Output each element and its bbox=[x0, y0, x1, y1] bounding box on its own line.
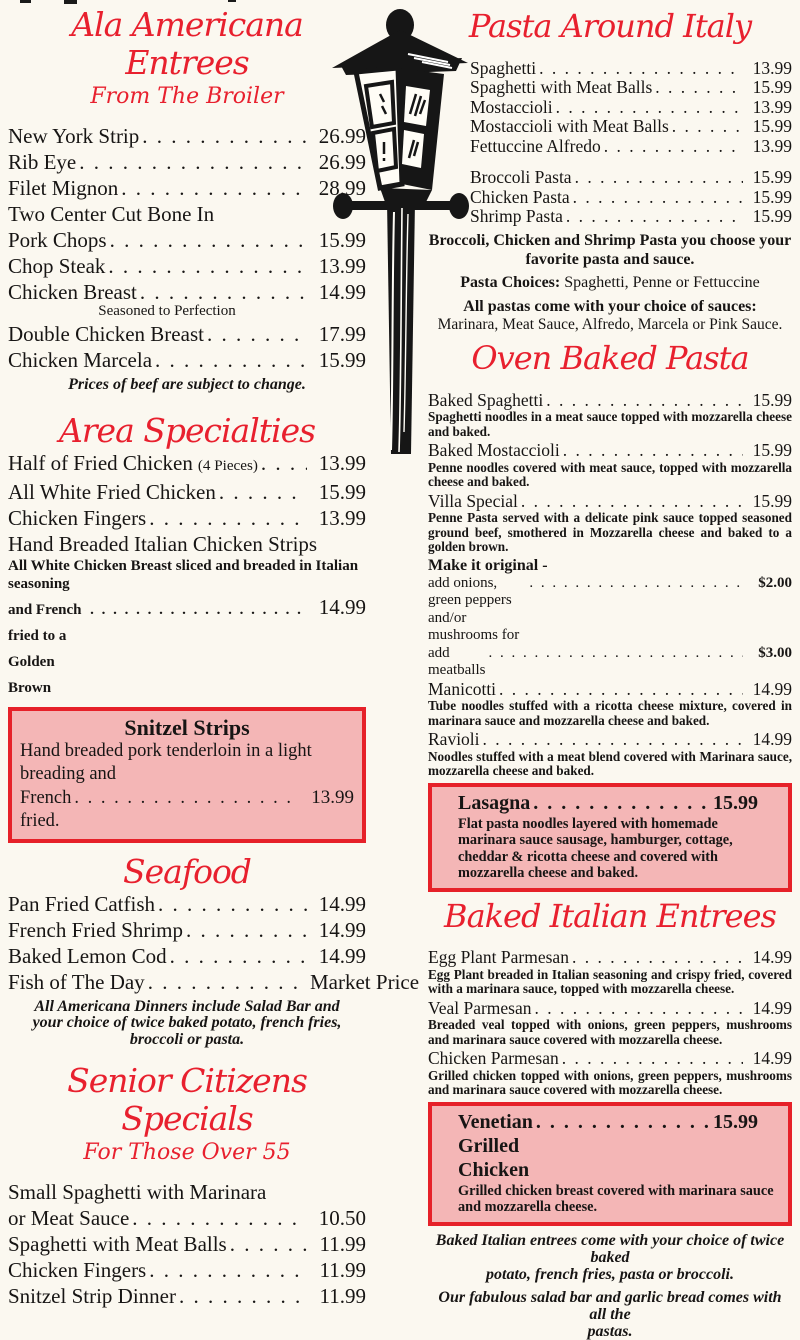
box-text: French fried. bbox=[20, 787, 72, 831]
menu-item bbox=[470, 137, 792, 157]
menu-item bbox=[8, 321, 366, 347]
dot-leader bbox=[572, 948, 743, 968]
item-price: 14.99 bbox=[318, 891, 366, 916]
item-price: 11.99 bbox=[319, 1284, 366, 1309]
menu-item bbox=[470, 59, 792, 79]
item-description: Egg Plant breaded in Italian seasoning and crispy fried, covered with a marinara sauce, topped with mozzarella cheese. bbox=[428, 966, 792, 997]
item-name: Shrimp Pasta bbox=[470, 206, 563, 227]
note-text: Spaghetti, Penne or Fettuccine bbox=[560, 273, 760, 291]
dot-leader bbox=[79, 149, 307, 175]
item-price: 14.99 bbox=[752, 947, 792, 968]
item-name: Spaghetti with Meat Balls bbox=[8, 1232, 227, 1257]
menu-item bbox=[8, 943, 366, 969]
menu-item bbox=[8, 253, 366, 279]
item-price: 14.99 bbox=[752, 997, 792, 1018]
dot-leader bbox=[539, 59, 743, 79]
dot-leader bbox=[521, 492, 743, 512]
dot-leader bbox=[562, 1049, 743, 1069]
highlight-box-venetian-grilled-chicken bbox=[428, 1102, 792, 1226]
note-line: All pastas come with your choice of sauces: bbox=[463, 297, 757, 315]
item-price: 26.99 bbox=[318, 150, 366, 175]
dot-leader bbox=[483, 730, 743, 750]
dot-leader bbox=[170, 943, 307, 969]
scan-artifact bbox=[20, 0, 31, 3]
item-name: Broccoli Pasta bbox=[470, 167, 572, 188]
box-description: Grilled chicken breast covered with marinara sauce and mozzarella cheese. bbox=[458, 1182, 774, 1216]
menu-item bbox=[470, 207, 792, 227]
item-price: 15.99 bbox=[752, 186, 792, 207]
item-price: 13.99 bbox=[318, 450, 366, 475]
menu-item bbox=[8, 505, 366, 531]
dot-leader bbox=[149, 505, 307, 531]
item-name: Manicotti bbox=[428, 678, 497, 699]
addon-price: $3.00 bbox=[758, 644, 792, 661]
dot-leader bbox=[499, 680, 743, 700]
box-title: Venetian Grilled Chicken bbox=[458, 1110, 533, 1181]
box-price: 15.99 bbox=[713, 1110, 758, 1133]
right-column bbox=[428, 8, 792, 1340]
menu-item bbox=[8, 917, 366, 943]
dot-leader bbox=[575, 168, 743, 188]
scan-artifact bbox=[228, 0, 236, 2]
menu-item bbox=[428, 1049, 792, 1069]
item-subnote: Seasoned to Perfection bbox=[98, 303, 236, 320]
section-seafood bbox=[8, 851, 420, 1048]
addon-item bbox=[428, 575, 792, 645]
box-price: 13.99 bbox=[311, 786, 354, 808]
item-price: 14.99 bbox=[318, 594, 366, 619]
item-name: Mostaccioli with Meat Balls bbox=[470, 116, 669, 137]
item-price: 15.99 bbox=[318, 228, 366, 253]
subheading: Make it original - bbox=[428, 556, 548, 574]
menu-item bbox=[8, 201, 366, 227]
item-price: 10.50 bbox=[318, 1206, 366, 1231]
box-title: Lasagna bbox=[458, 791, 531, 814]
dot-leader bbox=[186, 917, 307, 943]
menu-item bbox=[8, 969, 420, 995]
box-price: 15.99 bbox=[713, 791, 758, 814]
menu-item bbox=[470, 188, 792, 208]
section-title: Ala Americana Entrees bbox=[71, 5, 303, 82]
item-price: 13.99 bbox=[752, 57, 792, 78]
menu-item bbox=[8, 1205, 366, 1231]
menu-item bbox=[8, 531, 366, 557]
menu-item bbox=[428, 441, 792, 461]
item-name: Chicken Fingers bbox=[8, 505, 147, 530]
item-name: Two Center Cut Bone In bbox=[8, 202, 215, 227]
item-price: 13.99 bbox=[752, 96, 792, 117]
menu-item bbox=[8, 1179, 366, 1205]
dot-leader bbox=[110, 227, 307, 253]
dot-leader bbox=[535, 999, 743, 1019]
note-line: Baked Italian entrees come with your choice of twice baked bbox=[435, 1231, 785, 1266]
item-name: New York Strip bbox=[8, 124, 140, 149]
dot-leader bbox=[148, 969, 307, 995]
dot-leader bbox=[230, 1231, 307, 1257]
note-line: Marinara, Meat Sauce, Alfredo, Marcela or Pink Sauce. bbox=[437, 315, 783, 333]
item-name: Fish of The Day bbox=[8, 969, 145, 994]
item-price: 11.99 bbox=[319, 1258, 366, 1283]
menu-item bbox=[8, 450, 366, 479]
item-description: and French fried to a Golden Brown bbox=[8, 601, 82, 696]
item-price: 14.99 bbox=[752, 729, 792, 750]
item-price: 28.99 bbox=[318, 176, 366, 201]
dot-leader bbox=[604, 137, 743, 157]
section-subtitle: For Those Over 55 bbox=[83, 1139, 291, 1165]
item-price: 15.99 bbox=[752, 389, 792, 410]
dot-leader bbox=[179, 1283, 307, 1309]
highlight-box-snitzel-strips bbox=[8, 707, 366, 843]
menu-item bbox=[8, 594, 366, 701]
item-description: Grilled chicken topped with onions, green peppers, mushrooms and marinara sauce covered with mozzarella cheese. bbox=[428, 1067, 792, 1098]
note bbox=[428, 1289, 792, 1340]
item-price: 26.99 bbox=[318, 124, 366, 149]
item-name: Small Spaghetti with Marinara bbox=[8, 1180, 267, 1205]
left-column bbox=[8, 5, 420, 1309]
item-name: Chicken Pasta bbox=[470, 186, 570, 207]
section-title: Area Specialties bbox=[58, 410, 316, 450]
item-price: 13.99 bbox=[752, 135, 792, 156]
addon-text: add meatballs bbox=[428, 644, 486, 679]
item-name: Baked Lemon Cod bbox=[8, 943, 167, 968]
item-name: Mostaccioli bbox=[470, 96, 553, 117]
item-name: Baked Mostaccioli bbox=[428, 440, 560, 461]
item-name: Pan Fried Catfish bbox=[8, 891, 155, 916]
item-name: Ravioli bbox=[428, 729, 480, 750]
box-text: Hand breaded pork tenderloin in a light breading and bbox=[20, 740, 312, 784]
dot-leader bbox=[556, 98, 743, 118]
box-text-row bbox=[20, 786, 354, 833]
addon-item bbox=[428, 645, 792, 680]
item-name: Spaghetti with Meat Balls bbox=[470, 77, 653, 98]
dot-leader bbox=[573, 188, 743, 208]
menu-item bbox=[8, 479, 366, 505]
menu-item bbox=[8, 175, 366, 201]
section-pasta-around-italy bbox=[428, 8, 792, 334]
item-price: 13.99 bbox=[318, 254, 366, 279]
item-price: Market Price bbox=[310, 969, 420, 994]
item-price: 15.99 bbox=[752, 206, 792, 227]
dot-leader bbox=[207, 321, 307, 347]
dot-leader bbox=[155, 347, 307, 373]
item-price: 14.99 bbox=[752, 1048, 792, 1069]
dot-leader bbox=[121, 175, 307, 201]
note bbox=[428, 272, 792, 293]
menu-item bbox=[428, 492, 792, 512]
item-name: Veal Parmesan bbox=[428, 997, 532, 1018]
item-price: 14.99 bbox=[318, 943, 366, 968]
item-name: Villa Special bbox=[428, 490, 518, 511]
dot-leader bbox=[219, 479, 307, 505]
menu-item bbox=[470, 98, 792, 118]
dot-leader bbox=[546, 391, 743, 411]
item-price: 15.99 bbox=[752, 440, 792, 461]
dot-leader bbox=[90, 597, 307, 623]
menu-item bbox=[8, 279, 366, 305]
dot-leader bbox=[74, 787, 295, 810]
section-subtitle: From The Broiler bbox=[90, 83, 284, 109]
note-line: Prices of beef are subject to change. bbox=[68, 376, 306, 394]
dot-leader bbox=[533, 791, 709, 815]
item-price: 15.99 bbox=[318, 348, 366, 373]
dot-leader bbox=[672, 117, 743, 137]
menu-item bbox=[8, 1283, 366, 1309]
dot-leader bbox=[529, 575, 743, 593]
note bbox=[428, 316, 792, 334]
scan-artifact bbox=[64, 0, 77, 4]
menu-item bbox=[470, 78, 792, 98]
item-name: Rib Eye bbox=[8, 150, 77, 175]
item-name: Chicken Marcela bbox=[8, 348, 153, 373]
note bbox=[8, 999, 366, 1049]
item-price: 15.99 bbox=[318, 479, 366, 504]
dot-leader bbox=[108, 253, 307, 279]
section-oven-baked-pasta bbox=[428, 340, 792, 892]
item-price: 14.99 bbox=[318, 280, 366, 305]
item-price: 14.99 bbox=[752, 678, 792, 699]
item-price: 15.99 bbox=[752, 490, 792, 511]
box-title-row bbox=[440, 1110, 780, 1182]
item-name: Chicken Fingers bbox=[8, 1258, 147, 1283]
section-title: Seafood bbox=[123, 851, 251, 891]
item-name: Chicken Parmesan bbox=[428, 1048, 559, 1069]
menu-item bbox=[428, 730, 792, 750]
dot-leader bbox=[149, 1257, 307, 1283]
dot-leader bbox=[158, 891, 307, 917]
menu-item bbox=[428, 948, 792, 968]
dot-leader bbox=[488, 645, 743, 663]
dot-leader bbox=[132, 1205, 307, 1231]
menu-item bbox=[8, 347, 366, 373]
section-title: Senior Citizens Specials bbox=[67, 1061, 307, 1138]
item-name: Snitzel Strip Dinner bbox=[8, 1284, 176, 1309]
section-area-specialties bbox=[8, 412, 366, 843]
item-name-note: (4 Pieces) bbox=[197, 457, 258, 474]
section-title: Oven Baked Pasta bbox=[471, 338, 749, 377]
item-name: or Meat Sauce bbox=[8, 1206, 130, 1231]
menu-item bbox=[470, 117, 792, 137]
item-price: 15.99 bbox=[752, 167, 792, 188]
item-name: Egg Plant Parmesan bbox=[428, 947, 569, 968]
menu-item bbox=[8, 1257, 366, 1283]
item-name: All White Fried Chicken bbox=[8, 479, 216, 504]
item-name: Half of Fried Chicken bbox=[8, 450, 193, 475]
item-name: Hand Breaded Italian Chicken Strips bbox=[8, 531, 318, 556]
note bbox=[428, 1232, 792, 1283]
item-description: Noodles stuffed with a meat blend covered with Marinara sauce, mozzarella cheese and baked. bbox=[428, 748, 792, 779]
highlight-box-lasagna bbox=[428, 783, 792, 892]
note bbox=[428, 297, 792, 316]
section-ala-americana-entrees bbox=[8, 6, 366, 394]
menu-item bbox=[428, 391, 792, 411]
item-price: 15.99 bbox=[752, 116, 792, 137]
note bbox=[8, 377, 366, 394]
item-price: 13.99 bbox=[318, 505, 366, 530]
item-description: Penne Pasta served with a delicate pink sauce topped seasoned ground beef, smothered in Mozzarella cheese and baked to a golden brown. bbox=[428, 510, 792, 555]
dot-leader bbox=[563, 441, 743, 461]
item-description: All White Chicken Breast sliced and breaded in Italian seasoning bbox=[8, 557, 359, 593]
note-line: All Americana Dinners include Salad Bar and bbox=[34, 997, 340, 1015]
item-name: Spaghetti bbox=[470, 57, 537, 78]
item-description: Spaghetti noodles in a meat sauce topped with mozzarella cheese and baked. bbox=[428, 409, 792, 439]
note-line: pastas. bbox=[587, 1322, 633, 1340]
item-price: 14.99 bbox=[318, 917, 366, 942]
item-description: Penne noodles covered with meat sauce, topped with mozzarella cheese and baked. bbox=[428, 459, 792, 490]
dot-leader bbox=[261, 450, 307, 476]
menu-item bbox=[428, 680, 792, 700]
item-description: Tube noodles stuffed with a ricotta cheese mixture, covered in marinara sauce and mozzarella cheese and baked. bbox=[428, 698, 792, 728]
section-title: Pasta Around Italy bbox=[468, 7, 752, 45]
note-line: your choice of twice baked potato, french fries, broccoli or pasta. bbox=[32, 1014, 342, 1048]
box-title-row bbox=[440, 791, 780, 815]
menu-item bbox=[428, 999, 792, 1019]
box-title: Snitzel Strips bbox=[124, 714, 250, 740]
section-baked-italian-entrees bbox=[428, 898, 792, 1340]
item-name: Pork Chops bbox=[8, 228, 107, 253]
note-line: potato, french fries, pasta or broccoli. bbox=[486, 1265, 734, 1283]
addon-price: $2.00 bbox=[758, 574, 792, 591]
dot-leader bbox=[655, 78, 743, 98]
item-name: Filet Mignon bbox=[8, 176, 119, 201]
menu-item bbox=[8, 227, 366, 253]
note bbox=[428, 231, 792, 269]
dot-leader bbox=[142, 123, 307, 149]
item-price: 17.99 bbox=[318, 322, 366, 347]
section-senior-citizens-specials bbox=[8, 1062, 366, 1309]
menu-item bbox=[8, 149, 366, 175]
menu-item bbox=[8, 891, 366, 917]
item-description: Breaded veal topped with onions, green peppers, mushrooms and marinara sauce covered with mozzarella cheese. bbox=[428, 1017, 792, 1047]
addon-text: add onions, green peppers and/or mushrooms for bbox=[428, 574, 520, 644]
item-price: 11.99 bbox=[319, 1232, 366, 1257]
item-name: French Fried Shrimp bbox=[8, 917, 183, 942]
item-name: Fettuccine Alfredo bbox=[470, 135, 601, 156]
menu-item bbox=[470, 168, 792, 188]
note-label: Pasta Choices: bbox=[460, 273, 561, 291]
dot-leader bbox=[566, 207, 743, 227]
box-description: Flat pasta noodles layered with homemade marinara sauce sausage, hamburger, cottage, cheddar & ricotta cheese and covered with mozzarella cheese and baked. bbox=[458, 815, 733, 882]
item-price: 15.99 bbox=[752, 77, 792, 98]
menu-item bbox=[8, 123, 366, 149]
section-title: Baked Italian Entrees bbox=[444, 896, 776, 935]
item-name: Baked Spaghetti bbox=[428, 389, 544, 410]
note-line: Broccoli, Chicken and Shrimp Pasta you choose your bbox=[428, 231, 792, 249]
note-line: favorite pasta and sauce. bbox=[525, 250, 695, 268]
note-line: Our fabulous salad bar and garlic bread comes with all the bbox=[438, 1288, 782, 1323]
item-name: Double Chicken Breast bbox=[8, 322, 204, 347]
dot-leader bbox=[140, 279, 307, 305]
item-name: Chicken Breast bbox=[8, 280, 137, 305]
item-name: Chop Steak bbox=[8, 254, 106, 279]
menu-item bbox=[8, 1231, 366, 1257]
dot-leader bbox=[536, 1110, 709, 1134]
